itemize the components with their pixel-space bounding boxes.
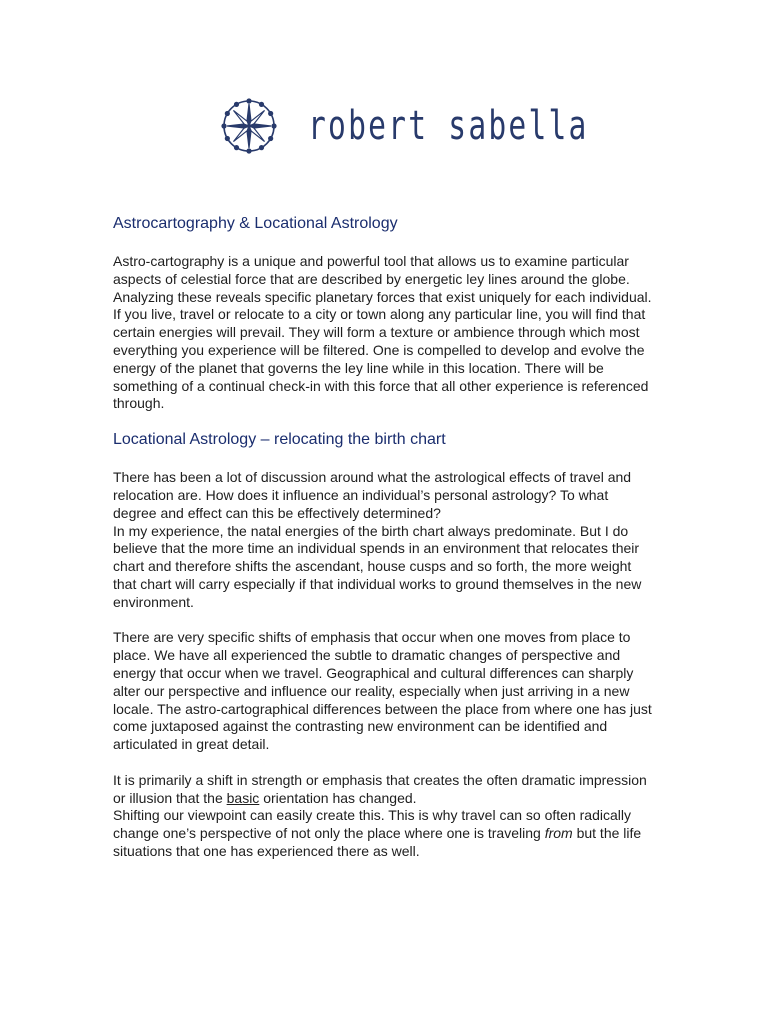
paragraph-experience: In my experience, the natal energies of the birth chart always predominate. But I do believe that the more time an individual spends in an environment that relocates their chart and therefore shifts the ascendant, house cusps and so forth, the more weight that chart will carry especially if that individual works to ground themselves in the new environment. [113,522,642,610]
viewpoint-text-1: Shifting our viewpoint can easily create this. This is why travel can so often radically change one’s perspective of not only the place where one is traveling [113,807,631,842]
primary-shift-text-1: It is primarily a shift in strength or emphasis that creates the often dramatic impression or illusion that the [113,771,647,806]
compass-rose-icon [220,97,278,155]
paragraph-discussion: There has been a lot of discussion around what the astrological effects of travel and relocation are. How does it influence an individual’s personal astrology? To what degree and effect can this be effectively determined? [113,469,632,521]
logo-wordmark: robert sabella [308,103,589,149]
section-heading: Locational Astrology – relocating the birth chart [113,431,446,449]
paragraph-primary-shift [113,772,653,808]
underlined-word: basic [226,789,260,806]
paragraph-shifts: There are very specific shifts of emphasis that occur when one moves from place to place. We have all experienced the subtle to dramatic changes of perspective and energy that occur when we travel. Geographical and cultural differences can sharply alter our perspective and influence our reality, especially when just arriving in a new locale. The astro-cartographical differences between the place from where one has just come juxtaposed against the contrasting new environment can be identified and articulated in great detail. [113,629,652,753]
italic-word: from [544,825,573,842]
viewpoint-text-2: but the life situations that one has experienced there as well. [113,825,642,859]
article [113,213,653,861]
main-heading: Astrocartography & Locational Astrology [113,215,398,232]
logo [220,96,687,156]
paragraph-viewpoint [113,807,653,860]
intro-paragraph: Astro-cartography is a unique and powerful tool that allows us to examine particular aspects of celestial force that are described by energetic ley lines around the globe. Analyzing these reveals specific planetary forces that exist uniquely for each individual. If you live, travel or relocate to a city or town along any particular line, you will find that certain energies will prevail. They will form a texture or ambience through which most everything you experience will be filtered. One is compelled to develop and evolve the energy of the planet that governs the ley line while in this location. There will be something of a continual check-in with this force that all other experience is referenced through. [113,253,652,412]
primary-shift-text-2: orientation has changed. [259,789,417,806]
